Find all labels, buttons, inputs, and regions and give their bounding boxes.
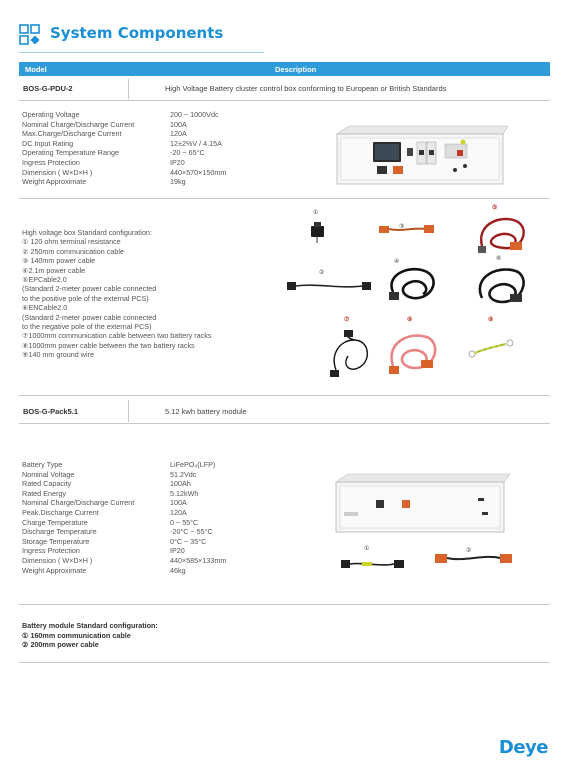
- ground-wire-image: [466, 336, 516, 360]
- spec-label: Dimension ( W×D×H ): [22, 167, 93, 177]
- pdu-model: BOS-G-PDU-2: [23, 84, 73, 93]
- row-divider: [19, 198, 550, 199]
- item-number: ⑧: [407, 317, 413, 323]
- item-number: ②: [466, 548, 472, 554]
- spec-value: 200 ~ 1000Vdc: [170, 110, 219, 119]
- spec-value: -20°C ~ 55°C: [170, 527, 213, 537]
- row-divider: [19, 423, 550, 424]
- column-divider: [128, 79, 129, 99]
- table-header: [19, 62, 550, 76]
- config-item: (Standard 2-meter power cable connected: [22, 284, 157, 294]
- config-item: ③ 140mm power cable: [22, 256, 96, 266]
- config-item: (Standard 2-meter power cable connected: [22, 312, 157, 322]
- item-number: ⑨: [488, 317, 494, 323]
- spec-value: -20 ~ 65°C: [170, 148, 205, 158]
- spec-label: Rated Energy: [22, 488, 66, 498]
- spec-value: 440×585×133mm: [170, 555, 227, 565]
- column-header-description: Description: [275, 65, 317, 74]
- spec-value: 46kg: [170, 565, 186, 575]
- item-number: ③: [399, 224, 405, 230]
- spec-label: Rated Capacity: [22, 479, 72, 489]
- spec-value: 100A: [170, 119, 187, 129]
- spec-value: 100Ah: [170, 479, 191, 489]
- spec-value: IP20: [170, 546, 185, 556]
- spec-value: 100A: [170, 498, 187, 508]
- spec-label: Weight Approximate: [22, 565, 87, 575]
- item-number: ⑦: [344, 317, 350, 323]
- spec-label: Nominal Charge/Discharge Current: [22, 498, 135, 508]
- spec-label: Battery Type: [22, 460, 63, 469]
- spec-label: Operating Temperature Range: [22, 148, 119, 158]
- spec-value: 120A: [170, 129, 187, 139]
- item-number: ⑥: [496, 256, 502, 262]
- config-item: ⑤EPCable2.0: [22, 275, 67, 285]
- pack-model: BOS-G-Pack5.1: [23, 407, 79, 416]
- spec-value: LiFePO₄(LFP): [170, 460, 216, 469]
- short-power-cable-image: [378, 222, 436, 236]
- spec-value: 5.12kWh: [170, 488, 199, 498]
- pdu-description: High Voltage Battery cluster control box conforming to European or British Standards: [165, 84, 447, 93]
- spec-value: 0 ~ 55°C: [170, 517, 199, 527]
- config-item: ② 250mm communication cable: [22, 246, 124, 256]
- terminal-resistance-image: [307, 218, 329, 244]
- column-divider: [128, 400, 129, 422]
- config-item: ⑨140 mm ground wire: [22, 350, 94, 360]
- battery-module-image: [332, 472, 510, 534]
- spec-label: Nominal Charge/Discharge Current: [22, 119, 135, 129]
- spec-value: 19kg: [170, 177, 186, 187]
- row-divider: [19, 100, 550, 101]
- module-power-cable-image: [434, 550, 514, 568]
- config-item: ⑦1000mm communication cable between two battery racks: [22, 331, 212, 341]
- config-item: ④2.1m power cable: [22, 265, 86, 275]
- config-item: to the negative pole of the external PCS): [22, 322, 152, 332]
- item-number: ①: [364, 546, 370, 552]
- config-item: ① 120 ohm terminal resistance: [22, 237, 121, 247]
- config-item: ⑥ENCable2.0: [22, 303, 68, 313]
- config-item: ⑧1000mm power cable between the two battery racks: [22, 340, 195, 350]
- spec-label: Nominal Voltage: [22, 469, 75, 479]
- item-number: ⑤: [492, 205, 498, 211]
- spec-label: Ingress Protection: [22, 157, 80, 167]
- config-item: ① 160mm communication cable: [22, 630, 131, 640]
- spec-label: Charge Temperature: [22, 517, 88, 527]
- spec-label: Discharge Temperature: [22, 527, 97, 537]
- spec-label: Max.Charge/Discharge Current: [22, 129, 122, 139]
- pdu-spec-values: [170, 110, 226, 187]
- spec-value: 440×570×150mm: [170, 167, 227, 177]
- pack-spec-labels: [22, 460, 134, 575]
- spec-value: 0°C ~ 35°C: [170, 536, 207, 546]
- item-number: ②: [319, 270, 325, 276]
- spec-label: DC Input Rating: [22, 138, 74, 148]
- page-title: System Components: [50, 24, 224, 42]
- config-heading: Battery module Standard configuration:: [22, 621, 158, 630]
- row-divider: [19, 662, 550, 663]
- row-divider: [19, 395, 550, 396]
- item-number: ④: [394, 259, 400, 265]
- spec-label: Dimension ( W×D×H ): [22, 555, 93, 565]
- row-divider: [19, 604, 550, 605]
- pdu-control-box-image: [333, 124, 508, 186]
- spec-value: IP20: [170, 157, 185, 167]
- pack-spec-values: [170, 460, 226, 575]
- item-number: ①: [313, 210, 319, 216]
- pdu-config-list: [22, 228, 211, 360]
- encable-image: [472, 262, 530, 308]
- rack-power-cable-image: [385, 326, 441, 376]
- pdu-spec-labels: [22, 110, 134, 187]
- pack-description: 5.12 kwh battery module: [165, 407, 247, 416]
- power-cable-image: [385, 262, 441, 304]
- epcable-image: [474, 212, 530, 256]
- spec-value: 12±2%V / 4.15A: [170, 138, 222, 148]
- spec-label: Ingress Protection: [22, 546, 80, 556]
- spec-label: Weight Approximate: [22, 177, 87, 187]
- config-item: to the positive pole of the external PCS): [22, 293, 149, 303]
- column-header-model: Model: [25, 65, 47, 74]
- spec-label: Operating Voltage: [22, 110, 80, 119]
- spec-label: Peak.Discharge Current: [22, 507, 99, 517]
- module-communication-cable-image: [340, 556, 406, 572]
- title-underline: [19, 52, 264, 53]
- config-item: ② 200mm power cable: [22, 640, 99, 650]
- spec-value: 120A: [170, 507, 187, 517]
- pack-config-list: [22, 621, 158, 650]
- grid-logo-icon: [19, 24, 41, 46]
- communication-cable-image: [286, 279, 372, 293]
- spec-label: Storage Temperature: [22, 536, 90, 546]
- spec-value: 51.2Vdc: [170, 469, 197, 479]
- config-heading: High voltage box Standard configuration:: [22, 228, 152, 237]
- rack-communication-cable-image: [328, 326, 374, 380]
- deye-logo: Deye: [498, 737, 548, 758]
